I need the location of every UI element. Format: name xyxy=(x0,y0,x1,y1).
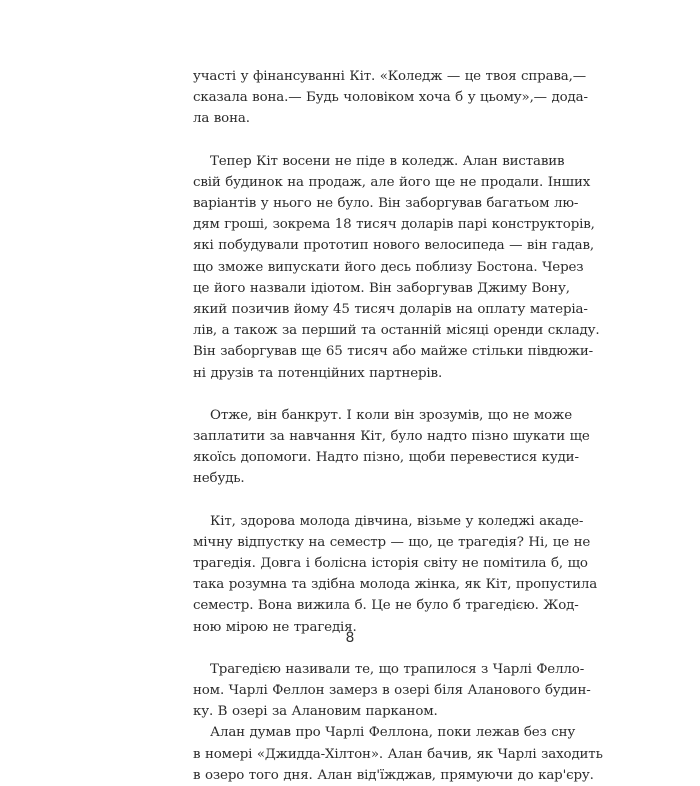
text-line: це його назвали ідіотом. Він заборгував Джиму Вону, xyxy=(193,280,570,296)
paragraph-3 xyxy=(193,405,590,490)
text-line: Отже, він банкрут. І коли він зрозумів, що не може xyxy=(210,407,572,423)
paragraph-gap xyxy=(193,130,529,151)
text-line: якоїсь допомоги. Надто пізно, щоби перевестися куди- xyxy=(193,450,579,466)
text-line: ку. В озері за Алановим парканом. xyxy=(193,704,438,720)
page-number: 8 xyxy=(345,630,355,646)
text-line: свій будинок на продаж, але його ще не продали. Інших xyxy=(193,174,591,190)
text-line: небудь. xyxy=(193,471,245,487)
text-line: участі у фінансуванні Кіт. «Коледж — це твоя справа,— xyxy=(193,69,586,84)
text-line: варіантів у нього не було. Він заборгував багатьом лю- xyxy=(193,196,579,212)
paragraph-5 xyxy=(193,659,591,723)
text-line: Він заборгував ще 65 тисяч або майже стільки півдюжи- xyxy=(193,344,594,360)
text-line: Трагедією називали те, що трапилося з Чарлі Фелло- xyxy=(210,661,585,677)
paragraph-6 xyxy=(193,722,603,786)
text-line: лів, а також за перший та останній місяці оренди складу. xyxy=(193,323,600,339)
text-line: ном. Чарлі Феллон замерз в озері біля Аланового будин- xyxy=(193,683,591,699)
text-line: що зможе випускати його десь поблизу Бостона. Через xyxy=(193,259,584,275)
paragraph-gap xyxy=(193,490,529,511)
text-line: який позичив йому 45 тисяч доларів на оплату матеріа- xyxy=(193,302,588,318)
text-line: в номері «Джидда-Хілтон». Алан бачив, як Чарлі заходить xyxy=(193,746,603,762)
text-line: така розумна та здібна молода жінка, як Кіт, пропустила xyxy=(193,577,598,593)
text-line: трагедія. Довга і болісна історія світу не помітила б, що xyxy=(193,556,588,572)
paragraph-2 xyxy=(193,151,600,384)
paragraph-4 xyxy=(193,511,598,638)
text-line: сказала вона.— Будь чоловіком хоча б у цьому»,— дода- xyxy=(193,90,588,106)
text-line: мічну відпустку на семестр — що, це трагедія? Ні, це не xyxy=(193,534,591,550)
text-line: Тепер Кіт восени не піде в коледж. Алан виставив xyxy=(210,153,565,169)
text-line: в озеро того дня. Алан від'їжджав, прямуючи до кар'єру. xyxy=(193,767,594,783)
book-page-text xyxy=(193,66,603,786)
text-line: які побудували прототип нового велосипеда — він гадав, xyxy=(193,238,594,254)
paragraph-1 xyxy=(193,66,588,130)
text-line: семестр. Вона вижила б. Це не було б трагедією. Жод- xyxy=(193,598,579,614)
text-line: Кіт, здорова молода дівчина, візьме у коледжі акаде- xyxy=(210,513,584,529)
text-line: дям гроші, зокрема 18 тисяч доларів парі конструкторів, xyxy=(193,217,595,233)
text-line: ла вона. xyxy=(193,111,250,127)
text-line: заплатити за навчання Кіт, було надто пізно шукати ще xyxy=(193,429,590,445)
text-line: ні друзів та потенційних партнерів. xyxy=(193,365,443,381)
text-line: ною мірою не трагедія. xyxy=(193,619,357,635)
text-line: Алан думав про Чарлі Феллона, поки лежав без сну xyxy=(210,725,576,741)
paragraph-gap xyxy=(193,384,529,405)
